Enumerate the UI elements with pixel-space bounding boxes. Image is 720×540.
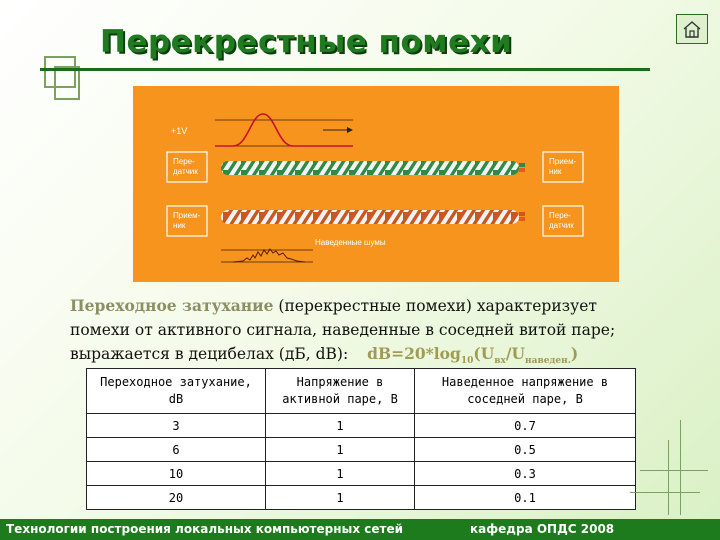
table-cell: 1 (266, 414, 415, 438)
table-row (87, 462, 636, 486)
decor-line (630, 492, 700, 493)
footer-course: Технологии построения локальных компьютерных сетей (6, 522, 404, 536)
svg-text:Прием-ник: Прием-ник (173, 211, 201, 230)
transmitter-right-box (543, 206, 583, 236)
table-cell: 3 (87, 414, 266, 438)
receiver-right-box (543, 152, 583, 182)
decor-line (668, 440, 669, 515)
table-row (87, 414, 636, 438)
svg-text:Прием-ник: Прием-ник (549, 157, 577, 176)
transmitter-left-box (167, 152, 207, 182)
table-row (87, 486, 636, 510)
table-row (87, 438, 636, 462)
footer-bar (0, 519, 720, 540)
column-header: Переходное затухание, dB (87, 369, 266, 414)
description-highlight: Переходное затухание (70, 296, 274, 315)
decor-square-2 (54, 66, 80, 100)
table-cell: 1 (266, 486, 415, 510)
voltage-label: +1V (171, 126, 188, 136)
description-text: (перекрестные помехи) характеризует помехи от активного сигнала, наведенные в соседней витой паре; выражается в децибелах (дБ, dB): (70, 297, 616, 363)
page-title: Перекрестные помехи (100, 24, 513, 60)
title-underline (40, 68, 650, 71)
table-cell: 0.7 (415, 414, 636, 438)
attenuation-table (86, 368, 636, 510)
table-cell: 1 (266, 438, 415, 462)
table-cell: 10 (87, 462, 266, 486)
svg-text:Пере-датчик: Пере-датчик (173, 157, 198, 176)
table-cell: 0.3 (415, 462, 636, 486)
table-cell: 20 (87, 486, 266, 510)
table-cell: 0.5 (415, 438, 636, 462)
column-header: Наведенное напряжение в соседней паре, В (415, 369, 636, 414)
home-button[interactable] (676, 14, 708, 44)
home-icon (677, 15, 707, 43)
svg-text:Пере-датчик: Пере-датчик (549, 211, 574, 230)
decor-line (640, 470, 708, 471)
table-cell: 0.1 (415, 486, 636, 510)
noise-label: Наведенные шумы (315, 238, 386, 247)
crosstalk-diagram (133, 86, 619, 282)
column-header: Напряжение в активной паре, В (266, 369, 415, 414)
formula: $dB=20*\log_{10}(U_{вх}/U_{наведен.})$ (367, 344, 579, 367)
description-paragraph (70, 294, 650, 373)
receiver-left-box (167, 206, 207, 236)
table-cell: 1 (266, 462, 415, 486)
table-header-row (87, 369, 636, 414)
decor-line (680, 420, 681, 515)
table-cell: 6 (87, 438, 266, 462)
footer-department: кафедра ОПДС 2008 (470, 522, 615, 536)
